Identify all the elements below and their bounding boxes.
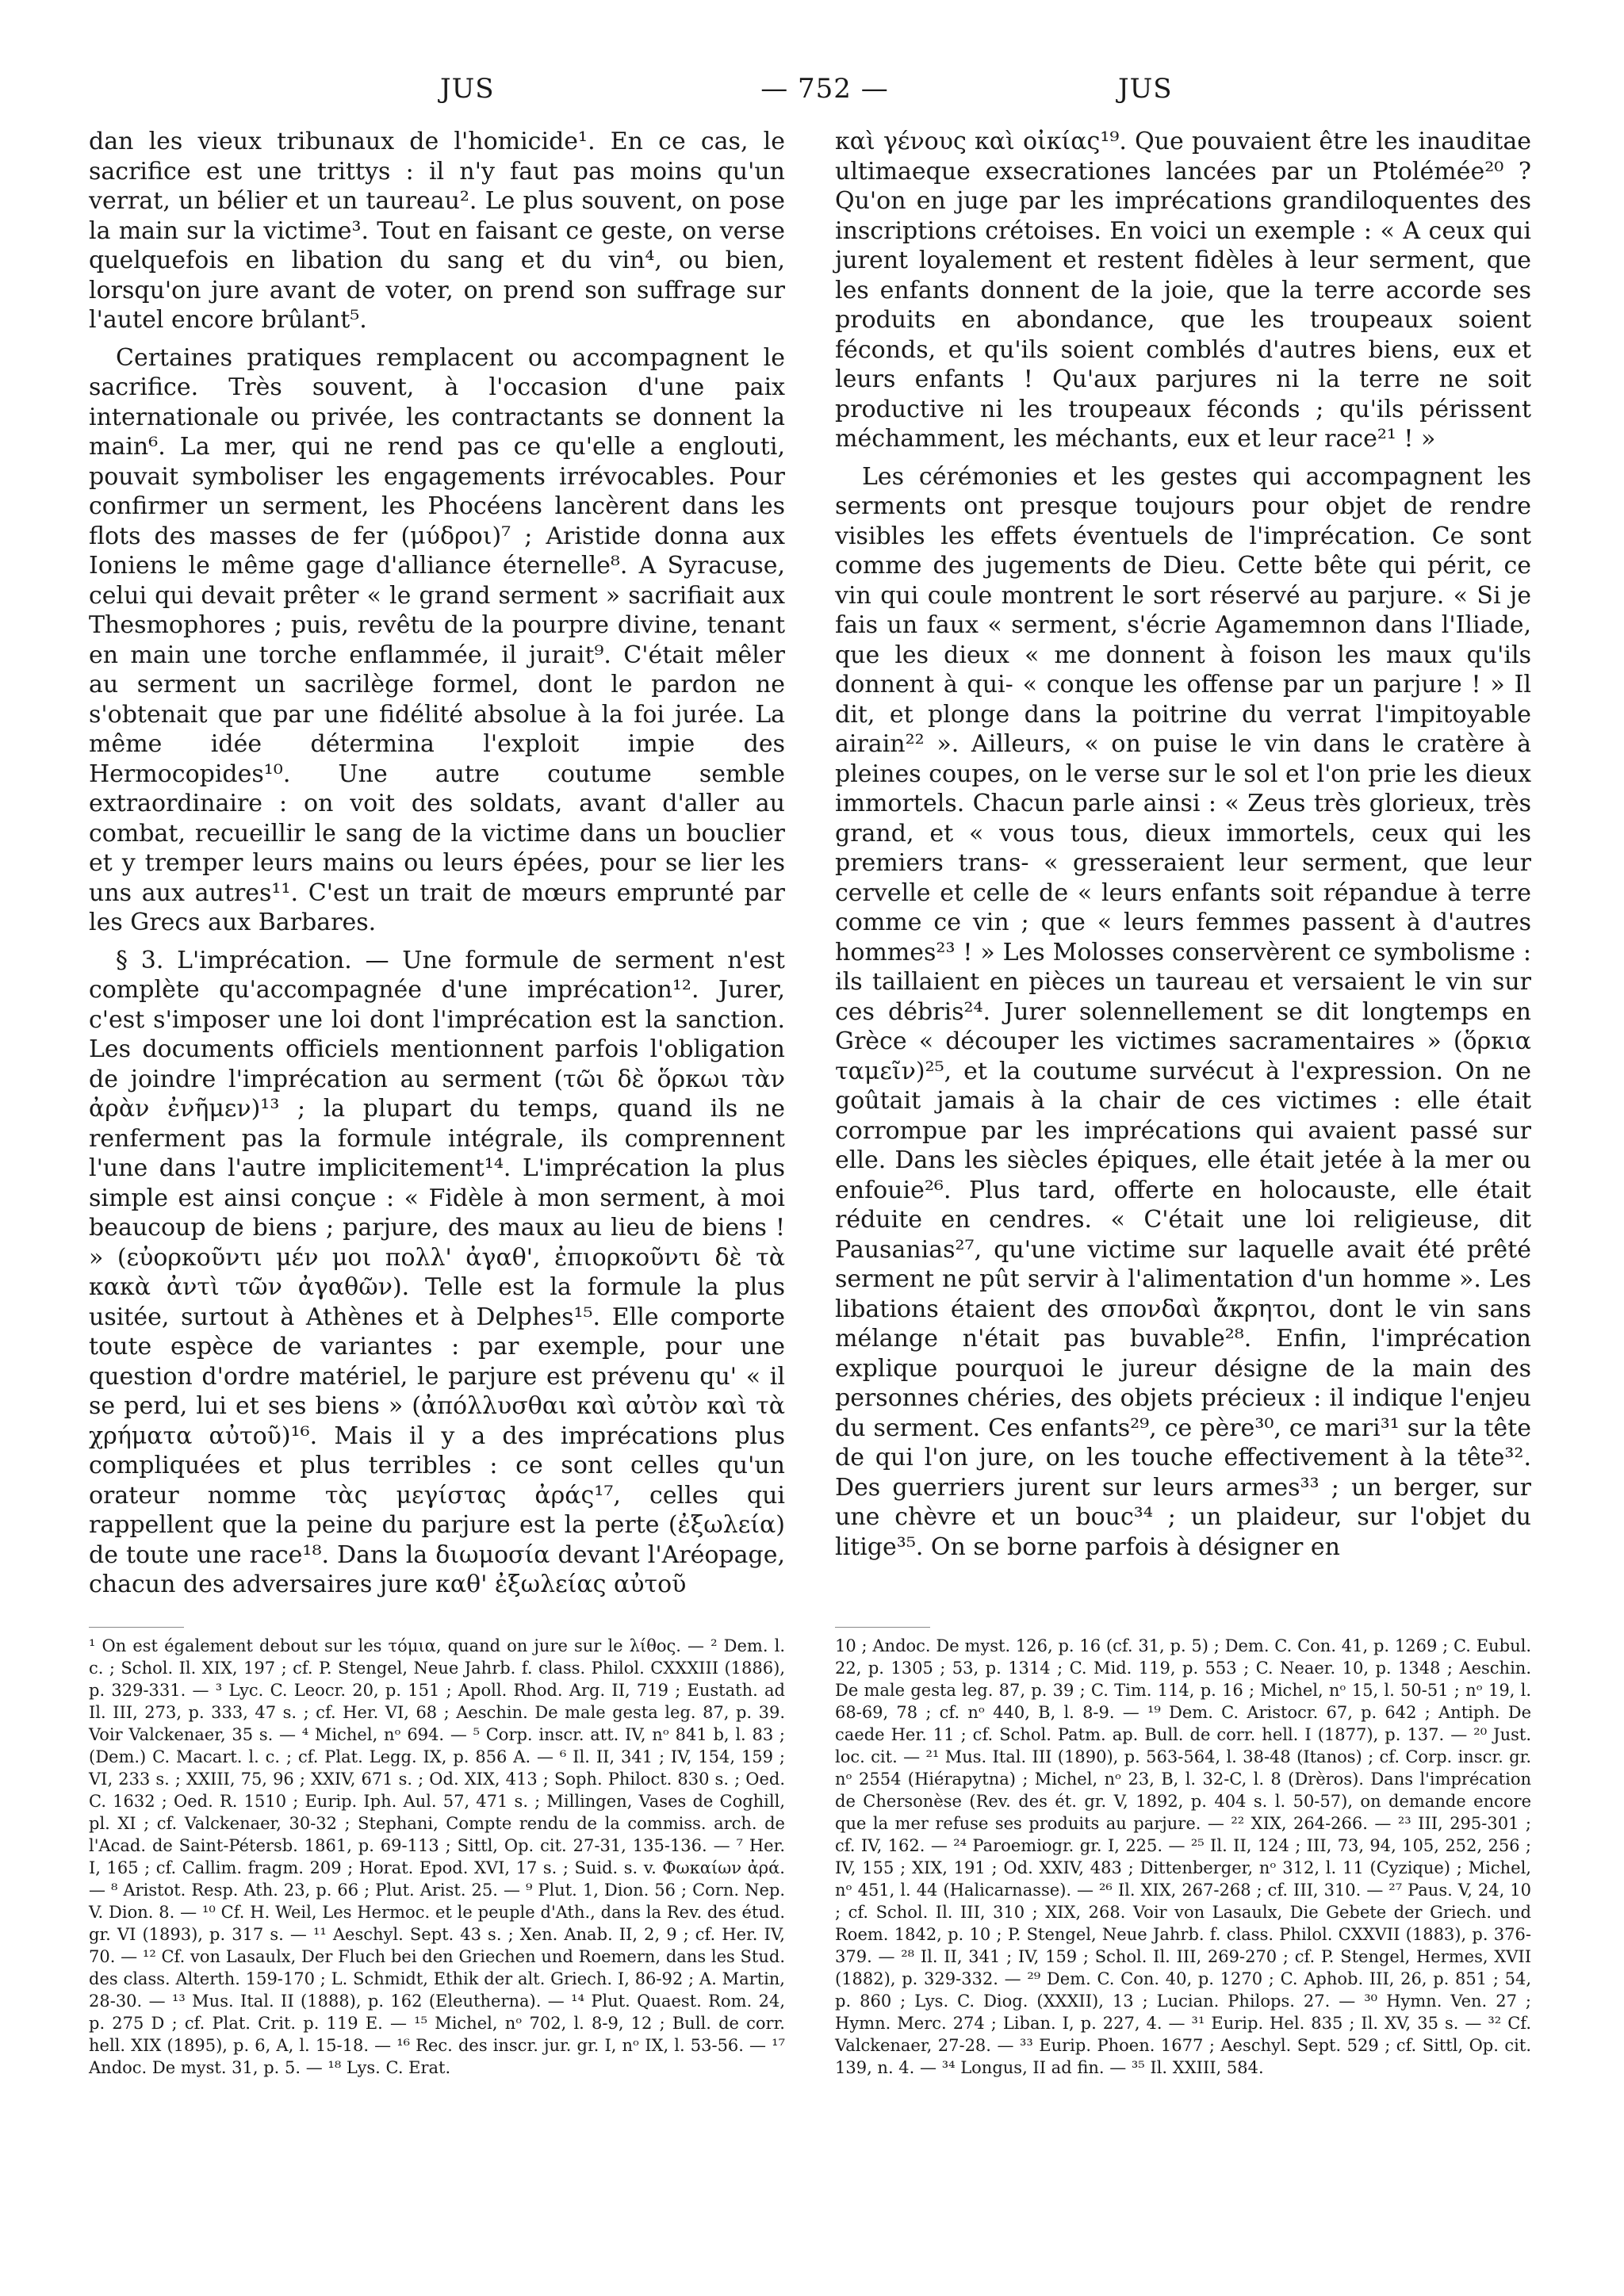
running-head-right: JUS [1118,73,1173,105]
footnotes-left: ¹ On est également debout sur les τόμια, quand on jure sur le λίθος. — ² Dem. l. c. ; Schol. Il. XIX, 197 ; cf. P. Stengel, Neue Jahrb. f. class. Philol. CXXXIII (1886), p. 329-331. — ³ Lyc. C. Leocr. 20, p. 151 ; Apoll. Rhod. Arg. II, 719 ; Eustath. ad Il. III, 273, p. 333, 47 s. ; cf. Her. VI, 68 ; Aeschin. De male gesta leg. 87, p. 39. Voir Valckenaer, 35 s. — ⁴ Michel, nᵒ 694. — ⁵ Corp. inscr. att. IV, nᵒ 841 b, l. 83 ; (Dem.) C. Macart. l. c. ; cf. Plat. Legg. IX, p. 856 A. — ⁶ Il. II, 341 ; IV, 154, 159 ; VI, 233 s. ; XXIII, 75, 96 ; XXIV, 671 s. ; Od. XIX, 413 ; Soph. Philoct. 830 s. ; Oed. C. 1632 ; Oed. R. 1510 ; Eurip. Iph. Aul. 57, 471 s. ; Millingen, Vases de Coghill, pl. XI ; cf. Valckenaer, 30-32 ; Stephani, Compte rendu de la commiss. arch. de l'Acad. de Saint-Pétersb. 1861, p. 69-113 ; Sittl, Op. cit. 27-31, 135-136. — ⁷ Her. I, 165 ; cf. Callim. fragm. 209 ; Horat. Epod. XVI, 17 s. ; Suid. s. v. Φωκαίων ἀρά. — ⁸ Aristot. Resp. Ath. 23, p. 66 ; Plut. Arist. 25. — ⁹ Plut. 1, Dion. 56 ; Corn. Nep. V. Dion. 8. — ¹⁰ Cf. H. Weil, Les Hermoc. et le peuple d'Ath., dans la Rev. des étud. gr. VI (1893), p. 317 s. — ¹¹ Aeschyl. Sept. 43 s. ; Xen. Anab. II, 2, 9 ; cf. Her. IV, 70. — ¹² Cf. von Lasaulx, Der Fluch bei den Griechen und Roemern, dans les Stud. des class. Alterth. 159-170 ; L. Schmidt, Ethik der alt. Griech. I, 86-92 ; A. Martin, 28-30. — ¹³ Mus. Ital. II (1888), p. 162 (Eleutherna). — ¹⁴ Plut. Quaest. Rom. 24, p. 275 D ; cf. Plat. Crit. p. 119 E. — ¹⁵ Michel, nᵒ 702, l. 8-9, 12 ; Bull. de corr. hell. XIX (1895), p. 6, A, l. 15-18. — ¹⁶ Rec. des inscr. jur. gr. I, nᵒ IX, l. 53-56. — ¹⁷ Andoc. De myst. 31, p. 5. — ¹⁸ Lys. C. Erat. [89,1636,785,2077]
page-number: — 752 — [760,73,889,105]
paragraph: καὶ γένους καὶ οἰκίας¹⁹. Que pouvaient être les inauditae ultimaeque exsecrationes lancées par un Ptolémée²⁰ ? Qu'on en juge par les imprécations grandiloquentes des inscriptions crétoises. En voici un exemple : « A ceux qui jurent loyalement et restent fidèles à leur serment, que les enfants donnent de la joie, que la terre accorde ses produits en abondance, que les troupeaux soient féconds, et qu'ils soient comblés d'autres biens, eux et leurs enfants ! Qu'aux parjures ni la terre ne soit productive ni les troupeaux féconds ; qu'ils périssent méchamment, les méchants, eux et leur race²¹ ! » [835,128,1531,453]
paragraph: Certaines pratiques remplacent ou accompagnent le sacrifice. Très souvent, à l'occasion d'une paix internationale ou privée, les contractants se donnent la main⁶. La mer, qui ne rend pas ce qu'elle a englouti, pouvait symboliser les engagements irrévocables. Pour confirmer un serment, les Phocéens lancèrent dans les flots des masses de fer (μύδροι)⁷ ; Aristide donna aux Ioniens le même gage d'alliance éternelle⁸. A Syracuse, celui qui devait prêter « le grand serment » sacrifiait aux Thesmophores ; puis, revêtu de la pourpre divine, tenant en main une torche enflammée, il jurait⁹. C'était mêler au serment un sacrilège formel, dont le pardon ne s'obtenait que par une fidélité absolue à la foi jurée. La même idée détermina l'exploit impie des Hermocopides¹⁰. Une autre coutume semble extraordinaire : on voit des soldats, avant d'aller au combat, recueillir le sang de la victime dans un bouclier et y tremper leurs mains ou leurs épées, pour se lier les uns aux autres¹¹. C'est un trait de mœurs emprunté par les Grecs aux Barbares. [89,343,785,936]
footnote-rule [89,1627,184,1628]
paragraph: Les cérémonies et les gestes qui accompagnent les serments ont presque toujours pour objet de rendre visibles les effets éventuels de l'imprécation. Ce sont comme des jugements de Dieu. Cette bête qui périt, ce vin qui coule montrent le sort réservé au parjure. « Si je fais un faux « serment, s'écrie Agamemnon dans l'Iliade, que les dieux « me donnent à foison les maux qu'ils donnent à qui- « conque les offense par un parjure ! » Il dit, et plonge dans la poitrine du verrat l'impitoyable airain²² ». Ailleurs, « on puise le vin dans le cratère à pleines coupes, on le verse sur le sol et l'on prie les dieux immortels. Chacun parle ainsi : « Zeus très glorieux, très grand, et « vous tous, dieux immortels, ceux qui les premiers trans- « gresseraient leur serment, que leur cervelle et celle de « leurs enfants soit répandue à terre comme ce vin ; que « leurs femmes passent à d'autres hommes²³ ! » Les Molosses conservèrent ce symbolisme : ils taillaient en pièces un taureau et versaient le vin sur ces débris²⁴. Jurer solennellement se dit longtemps en Grèce « découper les victimes sacramentaires » (ὅρκια ταμεῖν)²⁵, et la coutume survécut à l'expression. On ne goûtait jamais à la chair de ces victimes : elle était corrompue par les imprécations qui avaient passé sur elle. Dans les siècles épiques, elle était jetée à la mer ou enfouie²⁶. Plus tard, offerte en holocauste, elle était réduite en cendres. « C'était une loi religieuse, dit Pausanias²⁷, qu'une victime sur laquelle avait été prêté serment ne pût servir à l'alimentation d'un homme ». Les libations étaient des σπονδαὶ ἄκρητοι, dont le vin sans mélange n'était pas buvable²⁸. Enfin, l'imprécation explique pourquoi le jureur désigne de la main des personnes chéries, des objets précieux : il indique l'enjeu du serment. Ces enfants²⁹, ce père³⁰, ce mari³¹ sur la tête de qui l'on jure, on les touche effectivement à la tête³². Des guerriers jurent sur leurs armes³³ ; un berger, sur une chèvre et un bouc³⁴ ; un plaideur, sur l'objet du litige³⁵. On se borne parfois à désigner en [835,462,1531,1561]
right-column [835,127,1531,1570]
paragraph: dan les vieux tribunaux de l'homicide¹. En ce cas, le sacrifice est une trittys : il n'y faut pas moins qu'un verrat, un bélier et un taureau². Le plus souvent, on pose la main sur la victime³. Tout en faisant ce geste, on verse quelquefois en libation du sang et du vin⁴, ou bien, lorsqu'on jure avant de voter, on prend son suffrage sur l'autel encore brûlant⁵. [89,128,785,334]
running-head-left: JUS [440,73,495,105]
left-column [89,127,785,1608]
footnote-rule [835,1627,930,1628]
footnotes-right: 10 ; Andoc. De myst. 126, p. 16 (cf. 31, p. 5) ; Dem. C. Con. 41, p. 1269 ; C. Eubul. 22, p. 1305 ; 53, p. 1314 ; C. Mid. 119, p. 553 ; C. Neaer. 10, p. 1348 ; Aeschin. De male gesta leg. 87, p. 39 ; C. Tim. 114, p. 16 ; Michel, nᵒ 15, l. 50-51 ; nᵒ 19, l. 68-69, 78 ; cf. nᵒ 440, B, l. 8-9. — ¹⁹ Dem. C. Aristocr. 67, p. 642 ; Antiph. De caede Her. 11 ; cf. Schol. Patm. ap. Bull. de corr. hell. I (1877), p. 137. — ²⁰ Just. loc. cit. — ²¹ Mus. Ital. III (1890), p. 563-564, l. 38-48 (Itanos) ; cf. Corp. inscr. gr. nᵒ 2554 (Hiérapytna) ; Michel, nᵒ 23, B, l. 32-C, l. 8 (Drèros). Dans l'imprécation de Chersonèse (Rev. des ét. gr. V, 1892, p. 404 s. l. 50-57), on demande encore que la mer refuse ses produits au parjure. — ²² XIX, 264-266. — ²³ III, 295-301 ; cf. IV, 162. — ²⁴ Paroemiogr. gr. I, 225. — ²⁵ Il. II, 124 ; III, 73, 94, 105, 252, 256 ; IV, 155 ; XIX, 191 ; Od. XXIV, 483 ; Dittenberger, nᵒ 312, l. 11 (Cyzique) ; Michel, nᵒ 451, l. 44 (Halicarnasse). — ²⁶ Il. XIX, 267-268 ; cf. III, 310. — ²⁷ Paus. V, 24, 10 ; cf. Schol. Il. III, 310 ; XIX, 268. Voir von Lasaulx, Die Gebete der Griech. und Roem. 1842, p. 10 ; P. Stengel, Neue Jahrb. f. class. Philol. CXXVII (1883), p. 376-379. — ²⁸ Il. II, 341 ; IV, 159 ; Schol. Il. III, 269-270 ; cf. P. Stengel, Hermes, XVII (1882), p. 329-332. — ²⁹ Dem. C. Con. 40, p. 1270 ; C. Aphob. III, 26, p. 851 ; 54, p. 860 ; Lys. C. Diog. (XXXII), 13 ; Lucian. Philops. 27. — ³⁰ Hymn. Ven. 27 ; Hymn. Merc. 274 ; Liban. I, p. 227, 4. — ³¹ Eurip. Hel. 835 ; Il. XV, 35 s. — ³² Cf. Valckenaer, 27-28. — ³³ Eurip. Phoen. 1677 ; Aeschyl. Sept. 529 ; cf. Sittl, Op. cit. 139, n. 4. — ³⁴ Longus, II ad fin. — ³⁵ Il. XXIII, 584. [835,1636,1531,2077]
paragraph: § 3. L'imprécation. — Une formule de serment n'est complète qu'accompagnée d'une imprécation¹². Jurer, c'est s'imposer une loi dont l'imprécation est la sanction. Les documents officiels mentionnent parfois l'obligation de joindre l'imprécation au serment (τῶι δὲ ὅρκωι τὰν ἀρὰν ἐνῆμεν)¹³ ; la plupart du temps, quand ils ne renferment pas la formule intégrale, ils comprennent l'une dans l'autre implicitement¹⁴. L'imprécation la plus simple est ainsi conçue : « Fidèle à mon serment, à moi beaucoup de biens ; parjure, des maux au lieu de biens ! » (εὐορκοῦντι μέν μοι πολλ' ἀγαθ', ἐπιορκοῦντι δὲ τὰ κακὰ ἀντὶ τῶν ἀγαθῶν). Telle est la formule la plus usitée, surtout à Athènes et à Delphes¹⁵. Elle comporte toute espèce de variantes : par exemple, pour une question d'ordre matériel, le parjure est prévenu qu' « il se perd, lui et ses biens » (ἀπόλλυσθαι καὶ αὐτὸν καὶ τὰ χρήματα αὐτοῦ)¹⁶. Mais il y a des imprécations plus compliquées et plus terribles : ce sont celles qu'un orateur nomme τὰς μεγίστας ἀράς¹⁷, celles qui rappellent que la peine du parjure est la perte (ἐξωλεία) de toute une race¹⁸. Dans la διωμοσία devant l'Aréopage, chacun des adversaires jure καθ' ἐξωλείας αὐτοῦ [89,946,785,1598]
